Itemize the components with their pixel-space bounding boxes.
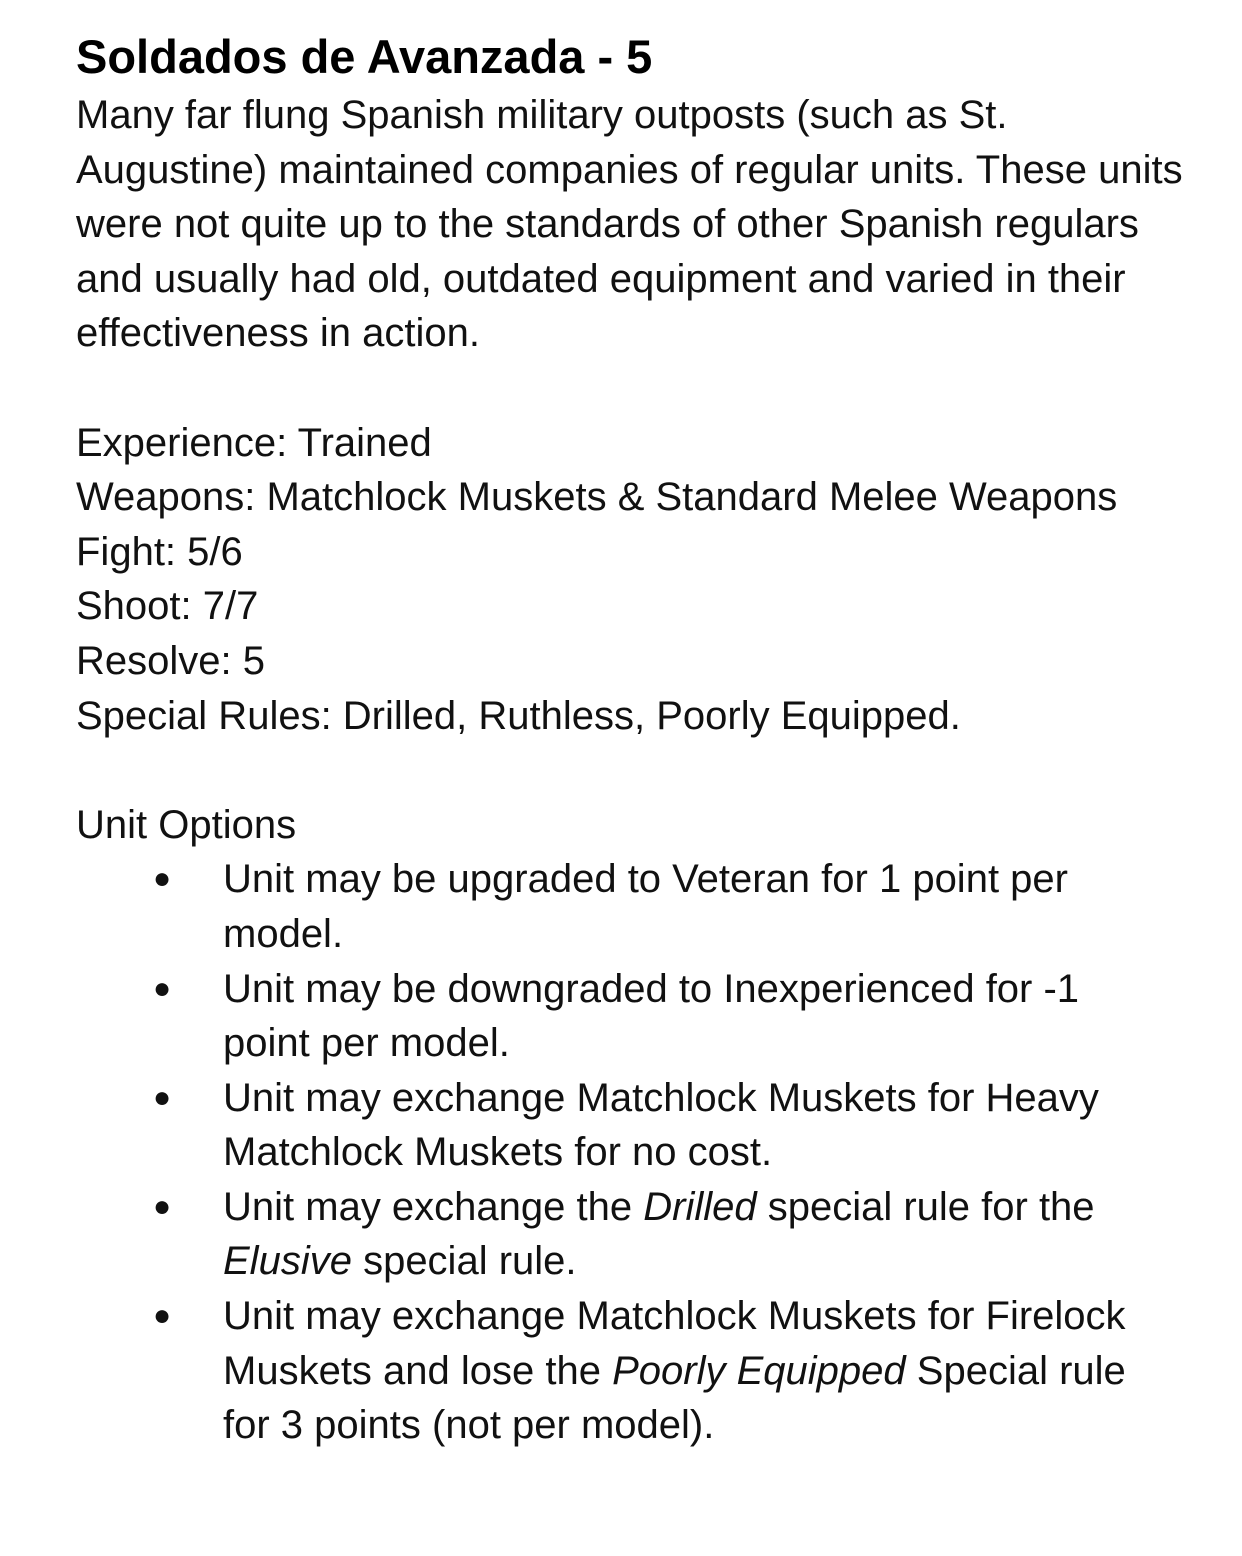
bullet-icon: ● <box>153 1080 172 1114</box>
unit-description: Many far flung Spanish military outposts (such as St. Augustine) maintained companies of regular units. These units were not quite up to the standards of other Spanish regulars and usually had old, outdated equipment and varied in their effectiveness in action. <box>76 93 1183 356</box>
bullet-icon: ● <box>153 971 172 1005</box>
option-text-italic: Poorly Equipped <box>612 1348 906 1393</box>
bullet-icon: ● <box>153 862 172 896</box>
option-text-italic: Elusive <box>223 1239 352 1284</box>
unit-options-heading: Unit Options <box>76 802 297 847</box>
list-item <box>76 1071 1173 1180</box>
list-item <box>76 1289 1173 1453</box>
option-text-post: Special rule for 3 points (not per model). <box>223 1348 1126 1448</box>
stat-fight: Fight: 5/6 <box>76 529 243 574</box>
stat-resolve: Resolve: 5 <box>76 638 265 683</box>
list-item <box>76 1180 1173 1289</box>
list-item <box>76 962 1173 1071</box>
option-text: Unit may exchange Matchlock Muskets for Heavy Matchlock Muskets for no cost. <box>223 1075 1099 1175</box>
stat-weapons: Weapons: Matchlock Muskets & Standard Melee Weapons <box>76 475 1118 520</box>
option-text-italic: Drilled <box>643 1184 757 1229</box>
option-text-mid: special rule for the <box>756 1184 1095 1229</box>
bullet-icon: ● <box>153 1189 172 1223</box>
option-text-post: special rule. <box>351 1239 577 1284</box>
option-text: Unit may be downgraded to Inexperienced for -1 point per model. <box>223 966 1080 1066</box>
stat-experience: Experience: Trained <box>76 420 432 465</box>
option-text-pre: Unit may exchange Matchlock Muskets for Firelock Muskets and lose the <box>223 1294 1126 1393</box>
list-item <box>76 852 1173 961</box>
unit-options-list <box>76 852 1206 1453</box>
paragraph-spacer <box>76 361 1206 416</box>
bullet-icon: ● <box>153 1299 172 1333</box>
unit-stats <box>76 416 1206 744</box>
stat-shoot: Shoot: 7/7 <box>76 584 259 629</box>
option-text-pre: Unit may exchange the <box>223 1184 644 1229</box>
stat-special-rules: Special Rules: Drilled, Ruthless, Poorly Equipped. <box>76 693 961 738</box>
option-text: Unit may be upgraded to Veteran for 1 point per model. <box>223 857 1068 956</box>
document-page <box>76 26 1206 1453</box>
unit-title: Soldados de Avanzada - 5 <box>76 30 653 83</box>
paragraph-spacer <box>76 743 1206 798</box>
